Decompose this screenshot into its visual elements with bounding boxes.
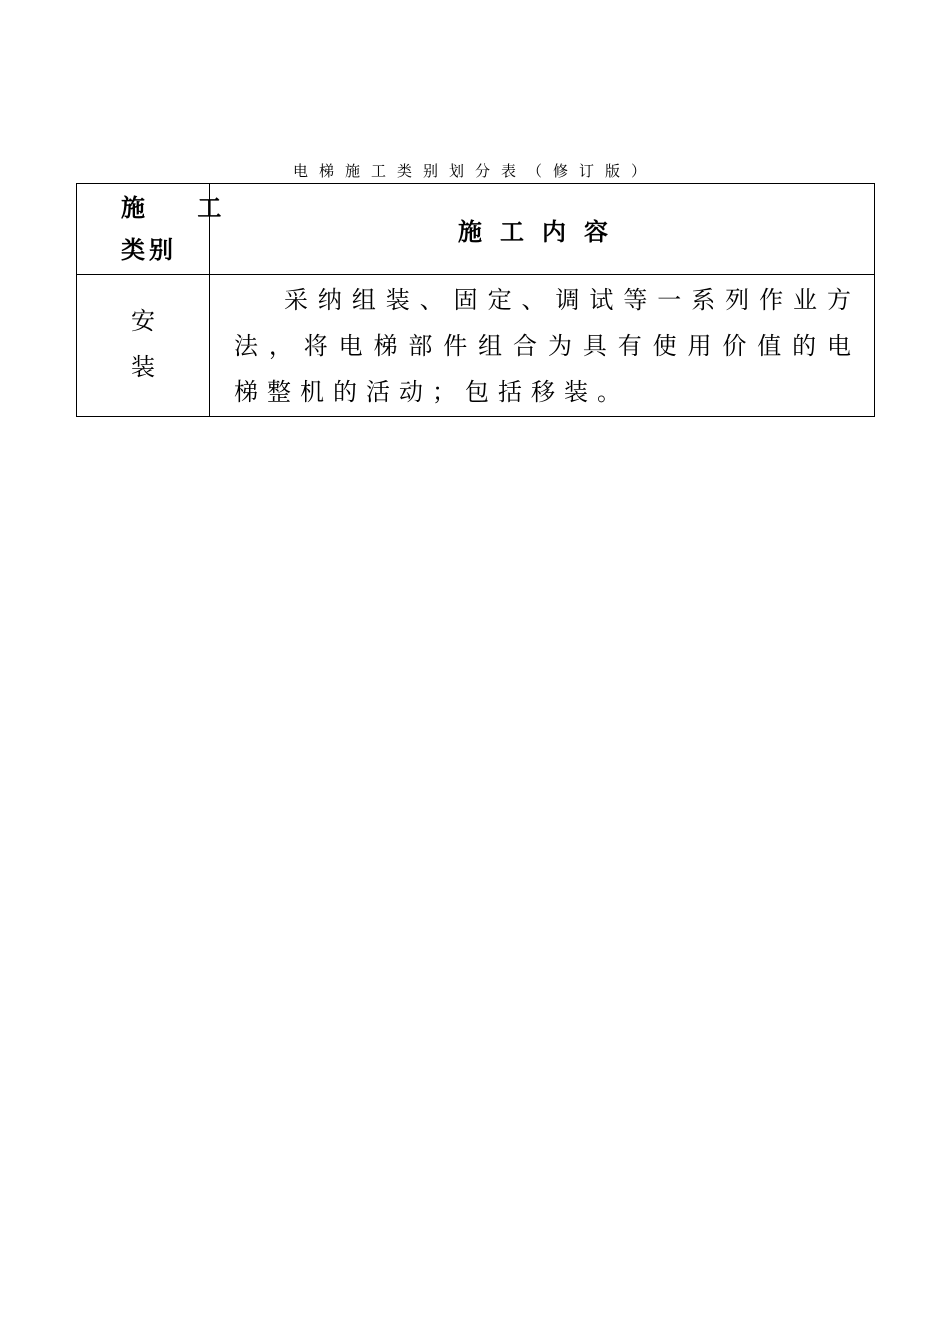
header-category-line1: 施 工 [121, 194, 244, 222]
table-header-row [77, 184, 875, 275]
header-category-cell [77, 184, 244, 275]
row-category-line1: 安 [131, 306, 155, 335]
document-title: 电梯施工类别划分表（修订版） [292, 162, 657, 180]
row-category-line2: 装 [131, 352, 155, 381]
row-category-cell [77, 275, 210, 417]
header-content-cell: 施工内容 [210, 184, 875, 275]
construction-category-table [76, 183, 875, 417]
table-row [77, 275, 875, 417]
header-category-line2: 类别 [121, 236, 177, 264]
row-content-cell: 采纳组装、固定、调试等一系列作业方法，将电梯部件组合为具有使用价值的电梯整机的活动；包括移装。 [210, 275, 875, 417]
